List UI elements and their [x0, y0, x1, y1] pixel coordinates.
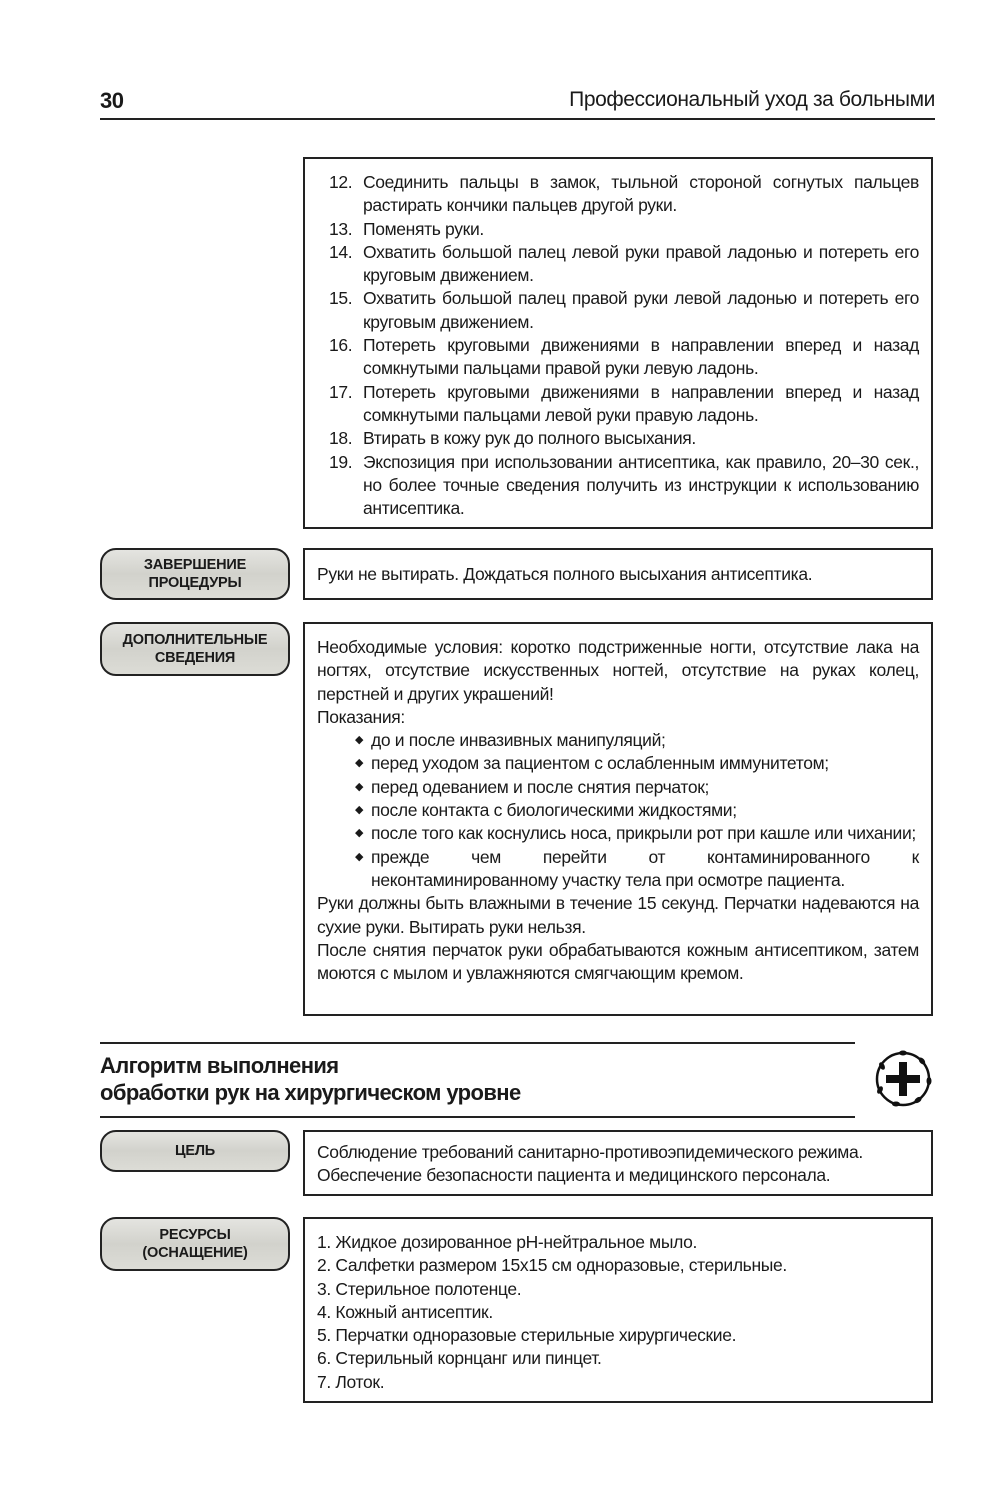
indication-item: ◆ после контакта с биологическими жидкостями; [357, 799, 919, 822]
section-heading [100, 1042, 855, 1118]
resource-item: 7. Лоток. [317, 1371, 385, 1392]
indication-item: ◆ перед уходом за пациентом с ослабленным иммунитетом; [357, 752, 919, 775]
additional-label: ДОПОЛНИТЕЛЬНЫЕ СВЕДЕНИЯ [100, 622, 290, 676]
section-title-line2: обработки рук на хирургическом уровне [100, 1080, 521, 1105]
circled-plus-icon [872, 1048, 934, 1110]
resource-item: 2. Салфетки размером 15х15 см одноразовые, стерильные. [317, 1255, 787, 1276]
resource-item: 4. Кожный антисептик. [317, 1301, 493, 1322]
resources-list [317, 1231, 919, 1394]
step-item: 14. Охватить большой палец левой руки правой ладонью и потереть его круговым движением. [329, 241, 919, 286]
indication-item: ◆ до и после инвазивных манипуляций; [357, 729, 919, 752]
completion-text: Руки не вытирать. Дождаться полного высыхания антисептика. [317, 564, 813, 584]
resources-label: РЕСУРСЫ (ОСНАЩЕНИЕ) [100, 1217, 290, 1271]
indication-item: ◆ после того как коснулись носа, прикрыли рот при кашле или чихании; [357, 822, 919, 845]
page-number: 30 [100, 88, 124, 113]
indication-item: ◆ прежде чем перейти от контаминированного к неконтаминированному участку тела при осмотре пациента. [357, 846, 919, 893]
section-title-line1: Алгоритм выполнения [100, 1053, 339, 1078]
resource-item: 5. Перчатки одноразовые стерильные хирургические. [317, 1325, 737, 1346]
step-item: 15. Охватить большой палец правой руки левой ладонью и потереть его круговым движением. [329, 288, 919, 332]
steps-box [303, 157, 933, 529]
resource-item: 6. Стерильный корнцанг или пинцет. [317, 1348, 602, 1369]
step-item: 17. Потереть круговыми движениями в направлении вперед и назад сомкнутыми пальцами левой руки правую ладонь. [329, 381, 919, 425]
resource-item: 3. Стерильное полотенце. [317, 1278, 522, 1299]
note-1: Руки должны быть влажными в течение 15 секунд. Перчатки надеваются на сухие руки. Вытирать руки нельзя. [317, 893, 919, 937]
conditions-text: Необходимые условия: коротко подстриженные ногти, отсутствие лака на ногтях, отсутствие искусственных ногтей, отсутствие на руках колец, перстней и других украшений! [317, 637, 919, 704]
step-item: 16. Потереть круговыми движениями в направлении вперед и назад сомкнутыми пальцами правой руки левую ладонь. [329, 335, 919, 379]
completion-box [303, 548, 933, 600]
indication-item: ◆ перед одеванием и после снятия перчаток; [357, 776, 919, 799]
page-header [100, 86, 935, 120]
indications-title: Показания: [317, 706, 405, 727]
resource-item: 1. Жидкое дозированное pH-нейтральное мыло. [317, 1232, 698, 1252]
steps-list [317, 171, 919, 520]
note-2: После снятия перчаток руки обрабатываются кожным антисептиком, затем моются с мылом и увлажняются смягчающим кремом. [317, 939, 919, 984]
step-item: 13. Поменять руки. [329, 218, 484, 239]
additional-box [303, 622, 933, 1016]
running-title: Профессиональный уход за больными [569, 88, 935, 111]
step-item: 12. Соединить пальцы в замок, тыльной стороной согнутых пальцев растирать кончики пальцев другой руки. [329, 172, 919, 216]
resources-box [303, 1217, 933, 1403]
goal-line-2: Обеспечение безопасности пациента и медицинского персонала. [317, 1165, 831, 1186]
goal-line-1: Соблюдение требований санитарно-противоэпидемического режима. [317, 1142, 863, 1162]
completion-label: ЗАВЕРШЕНИЕ ПРОЦЕДУРЫ [100, 548, 290, 600]
indications-list [317, 729, 919, 892]
goal-label: ЦЕЛЬ [100, 1130, 290, 1172]
step-item: 18. Втирать в кожу рук до полного высыхания. [329, 428, 696, 449]
goal-box [303, 1130, 933, 1196]
step-item: 19. Экспозиция при использовании антисептика, как правило, 20–30 сек., но более точные сведения получить из инструкции к использованию антисептика. [329, 451, 919, 519]
